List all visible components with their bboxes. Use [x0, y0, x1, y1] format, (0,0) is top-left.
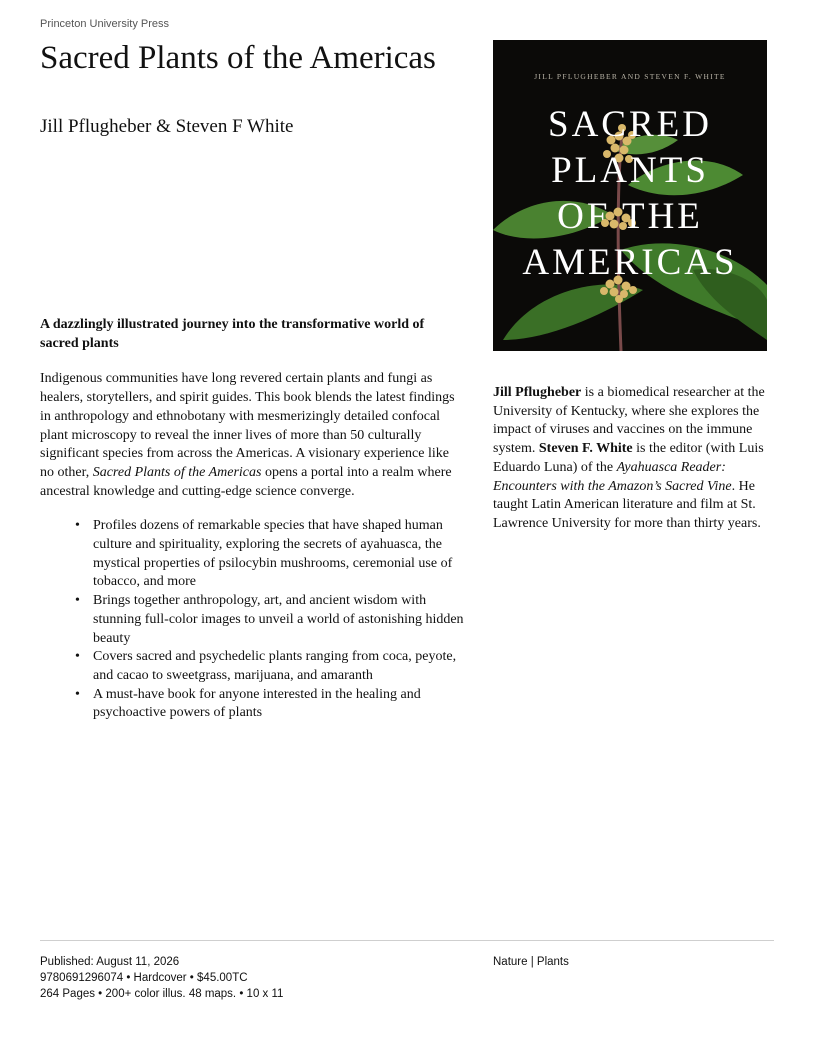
cover-title-line: SACRED	[548, 104, 712, 145]
main-content	[40, 316, 465, 723]
author-name: Steven F. White	[538, 441, 633, 457]
cover-title-line: AMERICAS	[522, 242, 738, 283]
feature-item: • Covers sacred and psychedelic plants ranging from coca, peyote, and cacao to sweetgrass, marijuana, and amaranth	[93, 648, 465, 685]
author-bio-text: is the editor (with Luis Eduardo Luna) of the	[493, 441, 764, 475]
publish-date: Published: August 11, 2026	[40, 956, 180, 968]
cover-title-line: PLANTS	[551, 150, 709, 191]
page-specs: 264 Pages • 200+ color illus. 48 maps. • 10 x 11	[40, 988, 284, 1000]
author-bio-text: is a biomedical researcher at the University of Kentucky, where she explores the impact of viruses and vaccines on the immune system.	[493, 385, 765, 457]
feature-list	[93, 517, 465, 723]
book-cover-image	[493, 40, 767, 351]
cover-title-line: OF THE	[557, 196, 703, 237]
book-title: Sacred Plants of the Americas	[40, 40, 436, 76]
subject-categories: Nature | Plants	[493, 956, 569, 968]
feature-item: • A must-have book for anyone interested in the healing and psychoactive powers of plants	[93, 686, 465, 723]
feature-item: • Brings together anthropology, art, and ancient wisdom with stunning full-color images to unveil a world of astonishing hidden beauty	[93, 592, 465, 648]
cover-authors-line: JILL PFLUGHEBER AND STEVEN F. WHITE	[534, 72, 726, 81]
book-authors: Jill Pflugheber & Steven F White	[40, 116, 294, 137]
tagline: A dazzlingly illustrated journey into the transformative world of sacred plants	[40, 317, 425, 351]
isbn-format-price: 9780691296074 • Hardcover • $45.00TC	[40, 972, 248, 984]
author-bio	[493, 384, 775, 534]
cover-title	[493, 102, 767, 286]
publisher-name: Princeton University Press	[40, 18, 169, 30]
author-book-title: Ayahuasca Reader: Encounters with the Amazon’s Sacred Vine	[493, 459, 732, 494]
description-text: opens a portal into a realm where ancestral knowledge and cutting-edge science converge.	[40, 464, 452, 499]
author-bio-text: . He taught Latin American literature and film at St. Lawrence University for more than thirty years.	[493, 478, 761, 531]
author-name: Jill Pflugheber	[493, 385, 582, 400]
book-description	[40, 370, 465, 501]
feature-item: • Profiles dozens of remarkable species that have shaped human culture and spirituality, exploring the secrets of ayahuasca, the mystical properties of psilocybin mushrooms, ceremonial use of tobacco, and more	[93, 517, 465, 592]
description-book-title: Sacred Plants of the Americas	[92, 464, 262, 480]
publication-details	[40, 954, 283, 1002]
footer-divider	[40, 940, 774, 941]
description-text: Indigenous communities have long revered certain plants and fungi as healers, storytellers, and spirit guides. This book blends the latest findings in anthropology and ethnobotany with mesmerizingly detailed confocal plant microscopy to reveal the inner lives of more than 50 culturally significant species from across the Americas. A visionary experience like no other,	[40, 371, 455, 480]
